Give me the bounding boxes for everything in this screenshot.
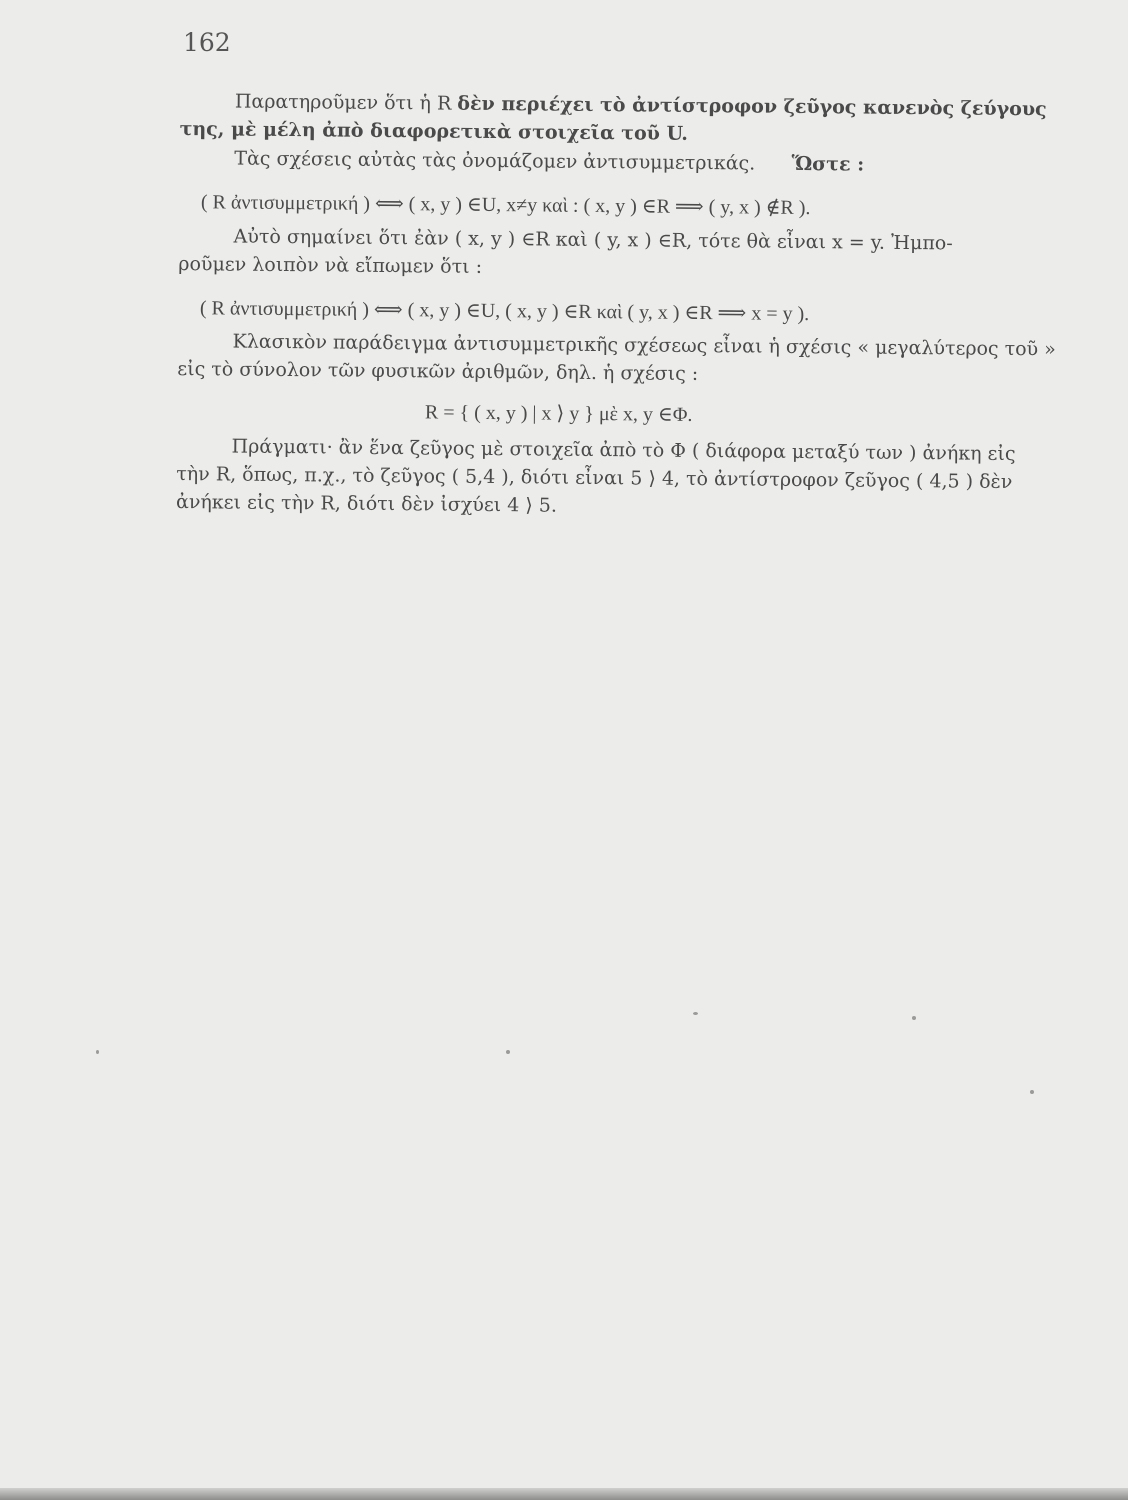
page-number: 162 (183, 28, 231, 57)
scan-speck (1030, 1090, 1034, 1094)
text-line-9 (177, 357, 699, 385)
text-line-2 (179, 117, 689, 145)
text-line-5 (233, 225, 953, 255)
text-line-6-text: ροῦμεν λοιπὸν νὰ εἴπωμεν ὅτι : (178, 252, 483, 278)
text-line-3-regular: Τὰς σχέσεις αὐτὰς τὰς ὀνομάζομεν ἀντισυμμετρικάς. (234, 147, 756, 175)
formula-antisymmetric-1 (201, 192, 811, 218)
formula-greater-than (425, 402, 693, 425)
formula-antisymmetric-2 (200, 298, 809, 324)
text-line-5-text: Αὐτὸ σημαίνει ὅτι ἐὰν ( x, y ) ∈R καὶ ( y, x ) ∈R, τότε θὰ εἶναι x = y. Ἠμπο- (233, 225, 953, 255)
scan-speck (96, 1050, 99, 1054)
formula-antisymmetric-2-text: ( R ἀντισυμμετρική ) ⟺ ( x, y ) ∈U, ( x, y ) ∈R καὶ ( y, x ) ∈R ⟹ x = y ). (199, 297, 810, 326)
scan-bottom-edge (0, 1488, 1128, 1500)
text-line-2-bold: της, μὲ μέλη ἀπὸ διαφορετικὰ στοιχεῖα τοῦ U. (179, 117, 689, 145)
formula-antisymmetric-1-text: ( R ἀντισυμμετρική ) ⟺ ( x, y ) ∈U, x≠y καὶ : ( x, y ) ∈R ⟹ ( y, x ) ∉R ). (200, 191, 811, 220)
text-line-11 (231, 435, 1016, 466)
body-text (175, 90, 1056, 517)
text-line-1-bold: δὲν περιέχει τὸ ἀντίστροφον ζεῦγος κανενὸς ζεύγους (457, 92, 1047, 121)
text-line-3-bold: Ὥστε : (791, 152, 865, 176)
text-line-6 (178, 252, 483, 278)
text-line-13 (175, 490, 558, 517)
text-line-12-text: τὴν R, ὅπως, π.χ., τὸ ζεῦγος ( 5,4 ), διότι εἶναι 5 ⟩ 4, τὸ ἀντίστροφον ζεῦγος ( 4,5 ) δὲν (176, 462, 1013, 494)
formula-greater-than-text: R = { ( x, y ) | x ⟩ y } μὲ x, y ∈Φ. (424, 401, 693, 426)
text-line-13-text: ἀνήκει εἰς τὴν R, διότι δὲν ἰσχύει 4 ⟩ 5. (175, 490, 558, 517)
text-line-3 (234, 147, 865, 176)
text-line-1 (234, 90, 1047, 121)
scan-speck (912, 1016, 916, 1020)
text-line-9-text: εἰς τὸ σύνολον τῶν φυσικῶν ἀριθμῶν, δηλ. ἡ σχέσις : (177, 357, 699, 385)
scan-speck (506, 1050, 510, 1054)
text-line-11-text: Πράγματι· ἂν ἕνα ζεῦγος μὲ στοιχεῖα ἀπὸ τὸ Φ ( διάφορα μεταξύ των ) ἀνήκη εἰς (231, 435, 1016, 466)
text-line-1-regular: Παρατηροῦμεν ὅτι ἡ R (234, 90, 458, 115)
scan-speck (693, 1012, 698, 1015)
text-line-8 (232, 330, 1056, 361)
text-line-12 (176, 462, 1013, 494)
text-line-8-text: Κλασικὸν παράδειγμα ἀντισυμμετρικῆς σχέσεως εἶναι ἡ σχέσις « μεγαλύτερος τοῦ » (232, 330, 1056, 361)
